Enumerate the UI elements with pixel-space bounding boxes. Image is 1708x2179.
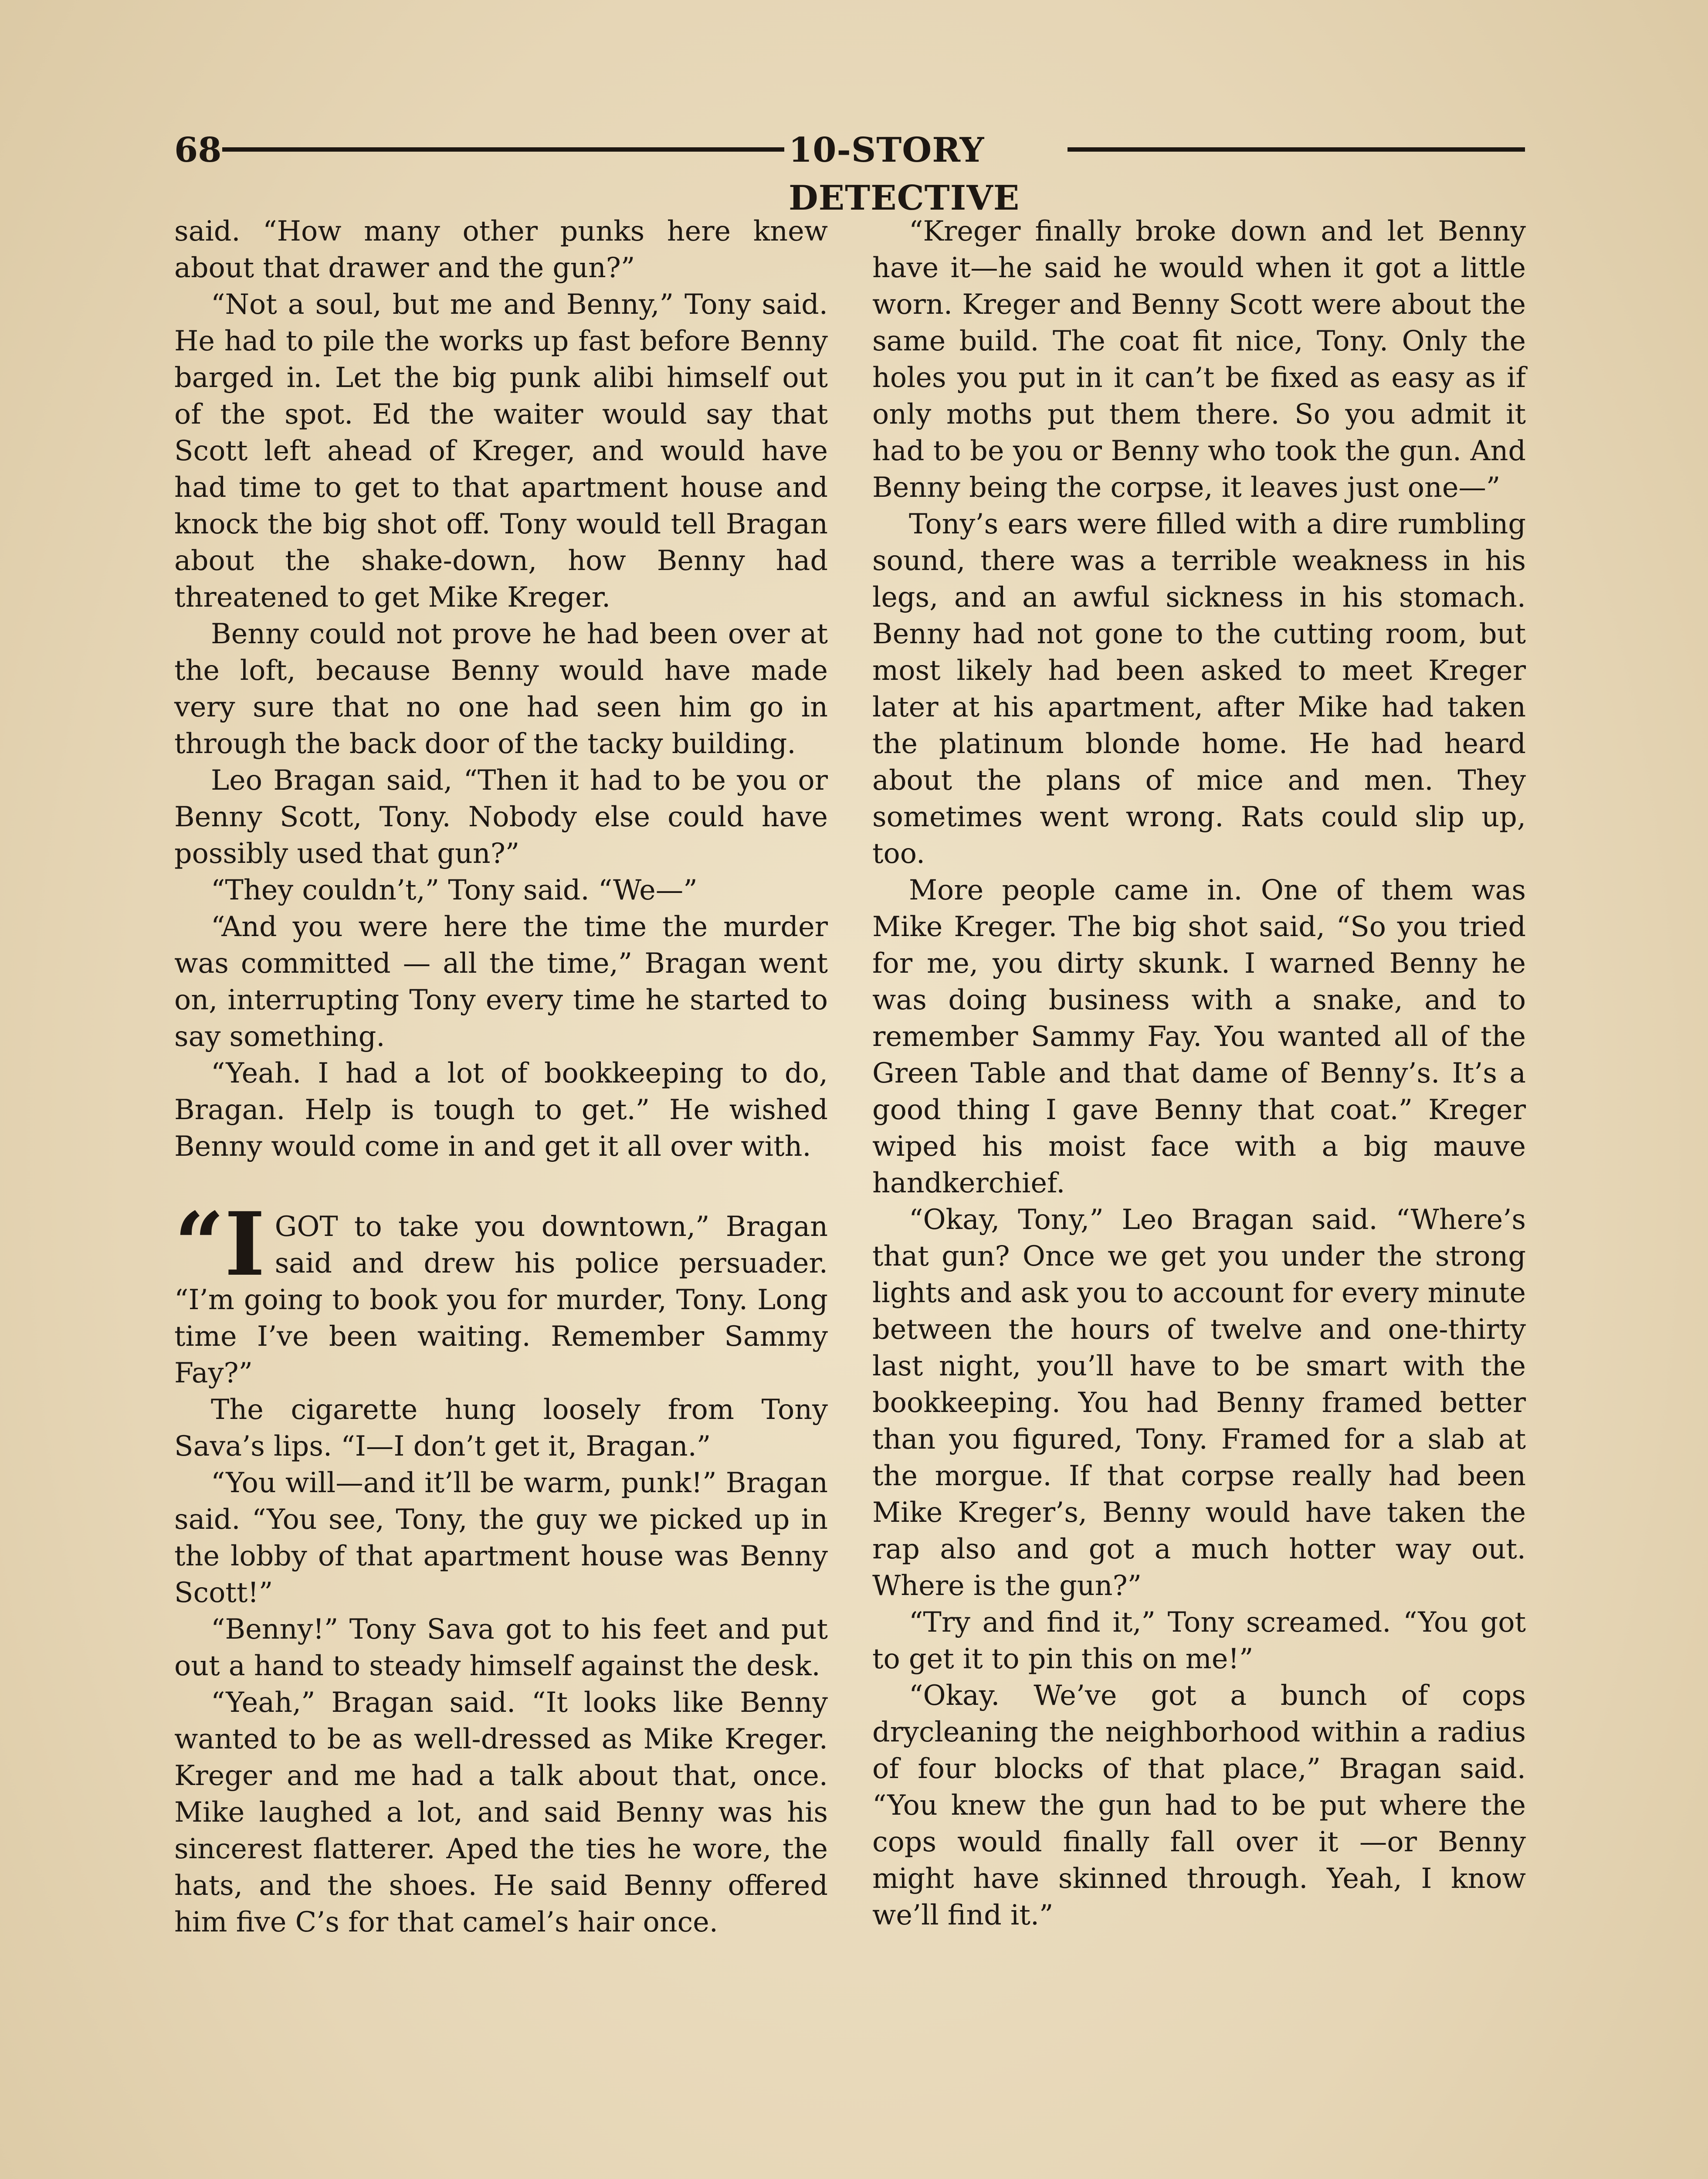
paragraph: “Yeah. I had a lot of bookkeeping to do, Bragan. Help is tough to get.” He wished Benny would come in and get it all over with. [174, 1057, 828, 1162]
paragraph: “Okay, Tony,” Leo Bragan said. “Where’s that gun? Once we get you under the strong lights and ask you to account for every minute between the hours of twelve and one-thirty last night, you’ll have to be smart with the bookkeeping. You had Benny framed better than you figured, Tony. Framed for a slab at the morgue. If that corpse really had been Mike Kreger’s, Benny would have taken the rap also and got a much hotter way out. Where is the gun?” [872, 1203, 1526, 1602]
page-number: 68 [174, 130, 222, 170]
header-rule-left [222, 147, 784, 152]
paragraph: More people came in. One of them was Mike Kreger. The big shot said, “So you tried for me, you dirty skunk. I warned Benny he was doing business with a snake, and to remember Sammy Fay. You wanted all of the Green Table and that dame of Benny’s. It’s a good thing I gave Benny that coat.” Kreger wiped his moist face with a big mauve handkerchief. [872, 874, 1526, 1199]
paragraph: Benny could not prove he had been over at the loft, because Benny would have made very sure that no one had seen him go in through the back door of the tacky building. [174, 618, 828, 760]
paragraph: “Yeah,” Bragan said. “It looks like Benny wanted to be as well-dressed as Mike Kreger. Kreger and me had a talk about that, once. Mike laughed a lot, and said Benny was his sincerest flatterer. Aped the ties he wore, the hats, and the shoes. He said Benny offered him five C’s for that camel’s hair once. [174, 1686, 828, 1938]
paragraph: “And you were here the time the murder was committed — all the time,” Bragan went on, interrupting Tony every time he started to say something. [174, 910, 828, 1052]
paragraph-text: GOT to take you downtown,” Bragan said and drew his police persuader. “I’m going to book you for murder, Tony. Long time I’ve been waiting. Remember Sammy Fay?” [174, 1210, 828, 1389]
paragraph: “Benny!” Tony Sava got to his feet and put out a hand to steady himself against the desk. [174, 1613, 828, 1682]
header-rule-right [1068, 147, 1525, 152]
right-column [872, 213, 1526, 1933]
paragraph: Leo Bragan said, “Then it had to be you or Benny Scott, Tony. Nobody else could have possibly used that gun?” [174, 764, 828, 869]
paragraph: Tony’s ears were filled with a dire rumbling sound, there was a terrible weakness in his legs, and an awful sickness in his stomach. Benny had not gone to the cutting room, but most likely had been asked to meet Kreger later at his apartment, after Mike had taken the platinum blonde home. He had heard about the plans of mice and men. They sometimes went wrong. Rats could slip up, too. [872, 508, 1526, 869]
paragraph: “Okay. We’ve got a bunch of cops drycleaning the neighborhood within a radius of four blocks of that place,” Bragan said. “You knew the gun had to be put where the cops would finally fall over it —or Benny might have skinned through. Yeah, I know we’ll find it.” [872, 1679, 1526, 1931]
revolver-in-hand-icon [760, 2162, 935, 2179]
drop-cap: “I [174, 1193, 265, 1296]
paragraph: “Kreger finally broke down and let Benny have it—he said he would when it got a little worn. Kreger and Benny Scott were about the same build. The coat fit nice, Tony. Only the holes you put in it can’t be fixed as easy as if only moths put them there. So you admit it had to be you or Benny who took the gun. And Benny being the corpse, it leaves just one—” [872, 215, 1526, 503]
running-head: 10-STORY DETECTIVE [789, 130, 1020, 218]
paragraph: The cigarette hung loosely from Tony Sava’s lips. “I—I don’t get it, Bragan.” [174, 1393, 828, 1462]
paragraph: said. “How many other punks here knew about that drawer and the gun?” [174, 215, 828, 284]
dropcap-paragraph [174, 1193, 828, 1391]
paragraph: “Not a soul, but me and Benny,” Tony said. He had to pile the works up fast before Benny barged in. Let the big punk alibi himself out of the spot. Ed the waiter would say that Scott left ahead of Kreger, and would have had time to get to that apartment house and knock the big shot off. Tony would tell Bragan about the shake-down, how Benny had threatened to get Mike Kreger. [174, 288, 828, 613]
page-header [174, 126, 1525, 218]
paragraph: “Try and find it,” Tony screamed. “You got to get it to pin this on me!” [872, 1606, 1526, 1675]
paragraph: “You will—and it’ll be warm, punk!” Bragan said. “You see, Tony, the guy we picked up in the lobby of that apartment house was Benny Scott!” [174, 1466, 828, 1609]
paragraph: “They couldn’t,” Tony said. “We—” [211, 874, 698, 906]
left-column [174, 213, 828, 1940]
